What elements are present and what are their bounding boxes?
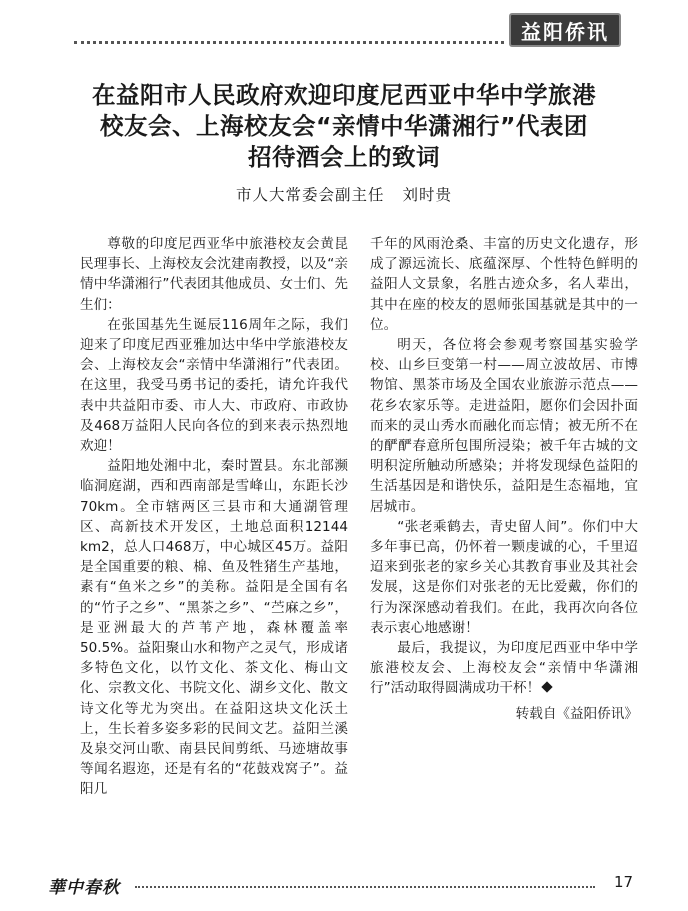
author-byline	[0, 183, 688, 205]
page-number: 17	[614, 873, 634, 891]
body-paragraph: 益阳地处湘中北，秦时置县。东北部濒临洞庭湖，西和西南部是雪峰山，东距长沙70km。全市辖两区三县市和大通湖管理区、高新技术开发区，土地总面积12144 km2，总人口468万，中心城区45万。益阳是全国重要的粮、棉、鱼及牲猪生产基地，素有“鱼米之乡”的美称。益阳是全国有名的“竹子之乡”、“黑茶之乡”、“苎麻之乡”，是亚洲最大的芦苇产地，森林覆盖率50.5%。益阳聚山水和物产之灵气，形成诸多特色文化，以竹文化、茶文化、梅山文化、宗教文化、书院文化、湖乡文化、散文诗文化等尤为突出。在益阳这块文化沃土上，生长着多姿多彩的民间文艺。益阳兰溪及泉交河山歌、南县民间剪纸、马迹塘故事等闻名遐迩，还是有名的“花鼓戏窝子”。益阳几	[80, 458, 362, 798]
author-name: 刘时贵	[402, 186, 453, 204]
body-paragraph: 千年的风雨沧桑、丰富的历史文化遗存，形成了源远流长、底蕴深厚、个性特色鲜明的益阳人文景象，名胜古迹众多，名人辈出，其中在座的校友的恩师张国基就是其中的一位。	[370, 236, 638, 333]
body-paragraph: 在张国基先生诞辰116周年之际，我们迎来了印度尼西亚雅加达中华中学旅港校友会、上海校友会“亲情中华潇湘行”代表团。在这里，我受马勇书记的委托，请允许我代表中共益阳市委、市人大、市政府、市政协及468万益阳人民向各位的到来表示热烈地欢迎！	[80, 316, 348, 455]
title-line: 招待酒会上的致词	[248, 143, 440, 171]
body-paragraph: 明天，各位将会参观考察国基实验学校、山乡巨变第一村——周立波故居、市博物馆、黑茶市场及全国农业旅游示范点——花乡农家乐等。走进益阳，愿你们会因扑面而来的灵山秀水而融化而忘情；被无所不在的酽酽春意所包围所浸染；被千年古城的文明积淀所触动所感染；并将发现绿色益阳的生活基因是和谐快乐，益阳是生态福地，宜居城市。	[370, 337, 638, 515]
closing-text: 最后，我提议，为印度尼西亚中华中学旅港校友会、上海校友会“亲情中华潇湘行”活动取得圆满成功干杯！	[370, 640, 638, 697]
body-paragraph: “张老乘鹤去，青史留人间”。你们中大多年事已高，仍怀着一颗虔诚的心，千里迢迢来到张老的家乡关心其教育事业及其社会发展，这是你们对张老的无比爱戴，你们的行为深深感动着我们。在此，我再次向各位表示衷心地感谢！	[370, 518, 638, 636]
header-dotted-rule	[74, 41, 504, 44]
article-title	[40, 80, 648, 173]
body-column-left	[80, 234, 362, 800]
end-mark-icon	[542, 682, 553, 693]
title-line: 校友会、上海校友会“亲情中华潇湘行”代表团	[100, 112, 588, 140]
section-badge-label: 益阳侨讯	[521, 19, 609, 44]
source-note: 转载自《益阳侨讯》	[515, 705, 638, 722]
body-column-right	[370, 234, 638, 724]
closing-paragraph	[370, 638, 638, 699]
author-role: 市人大常委会副主任	[235, 186, 385, 204]
magazine-logo: 華中春秋	[48, 878, 120, 898]
section-badge	[509, 13, 621, 47]
footer-dotted-rule	[135, 886, 595, 888]
title-line: 在益阳市人民政府欢迎印度尼西亚中华中学旅港	[92, 81, 596, 109]
body-paragraph: 尊敬的印度尼西亚华中旅港校友会黄昆民理事长、上海校友会沈建南教授，以及“亲情中华潇湘行”代表团其他成员、女士们、先生们：	[80, 236, 348, 313]
